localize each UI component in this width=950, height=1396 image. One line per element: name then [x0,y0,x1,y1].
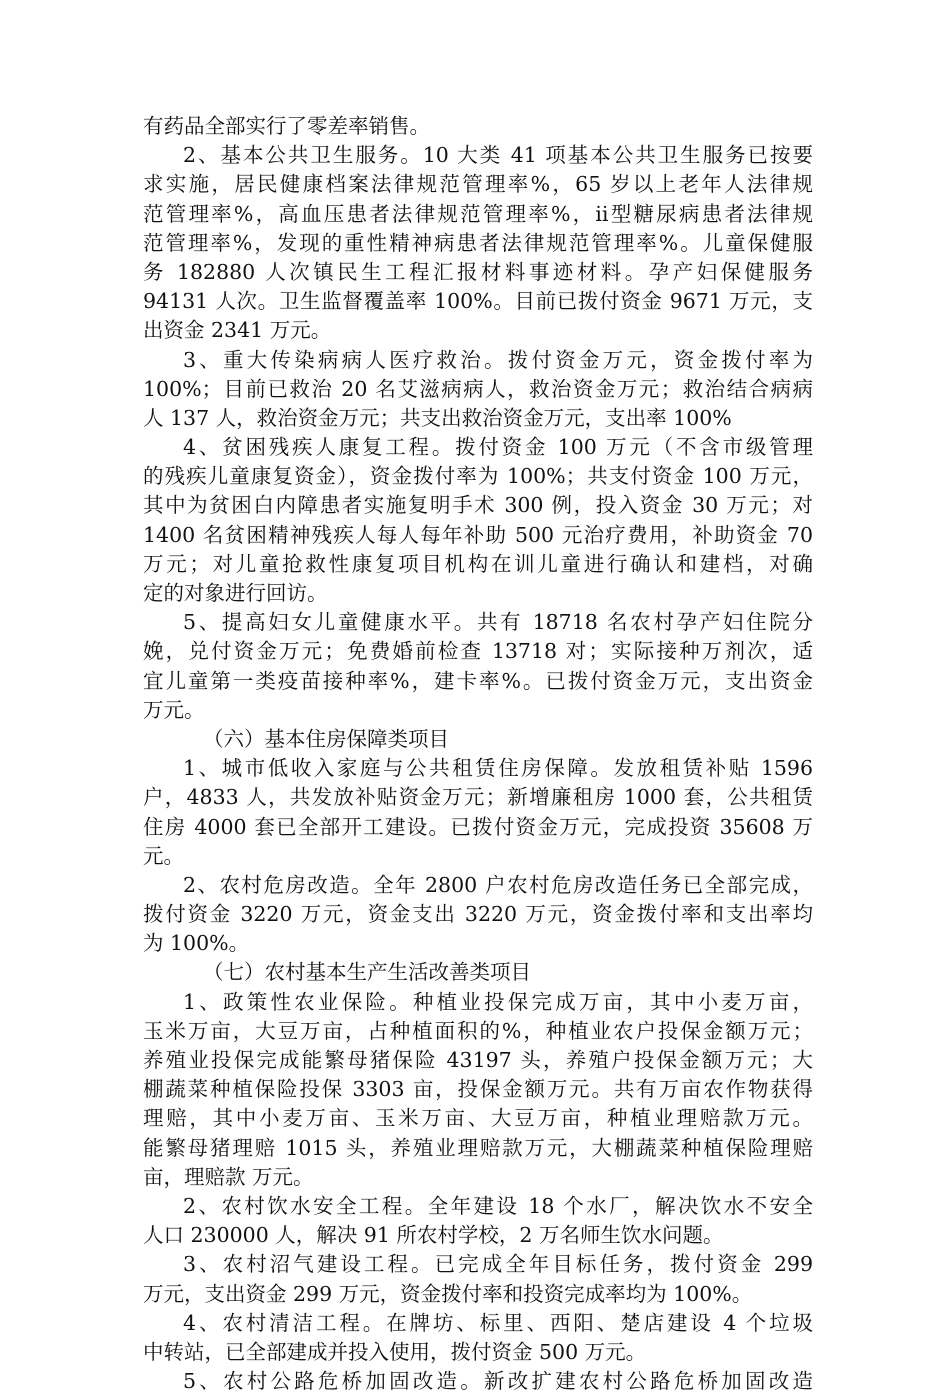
text-line: 万元，支出资金 299 万元，资金拨付率和投资完成率均为 100%。 [143,1281,753,1306]
text-line: 拨付资金 3220 万元，资金支出 3220 万元，资金拨付率和支出率均 [143,902,813,927]
text-line: 务 182880 人次镇民生工程汇报材料事迹材料。孕产妇保健服务 [143,259,813,284]
text-line: 住房 4000 套已全部开工建设。已拨付资金万元，完成投资 35608 万 [143,814,813,839]
text-line: 1、政策性农业保险。种植业投保完成万亩，其中小麦万亩， [183,989,813,1014]
text-line: 其中为贫困白内障患者实施复明手术 300 例，投入资金 30 万元；对 [143,493,813,518]
text-line: 娩，兑付资金万元；免费婚前检查 13718 对；实际接种万剂次，适 [143,639,813,664]
text-line: 5、农村公路危桥加固改造。新改扩建农村公路危桥加固改造 [183,1369,813,1394]
text-line: 4、贫困残疾人康复工程。拨付资金 100 万元（不含市级管理 [183,435,813,460]
text-line: 出资金 2341 万元。 [143,318,332,343]
section-heading: （六）基本住房保障类项目 [203,726,449,751]
text-line: 3、重大传染病病人医疗救治。拨付资金万元，资金拨付率为 [183,347,813,372]
text-line: 4、农村清洁工程。在牌坊、标里、西阳、楚店建设 4 个垃圾 [183,1310,813,1335]
text-line: 玉米万亩，大豆万亩，占种植面积的%，种植业农户投保金额万元； [143,1018,813,1043]
text-line: 范管理率%，高血压患者法律规范管理率%，ⅱ型糖尿病患者法律规 [143,201,813,226]
text-line: 5、提高妇女儿童健康水平。共有 18718 名农村孕产妇住院分 [183,610,813,635]
text-line: 范管理率%，发现的重性精神病患者法律规范管理率%。儿童保健服 [143,230,813,255]
text-line: 求实施，居民健康档案法律规范管理率%，65 岁以上老年人法律规 [143,172,813,197]
text-line: 有药品全部实行了零差率销售。 [143,114,430,138]
text-line: 元。 [143,843,184,868]
text-line: 棚蔬菜种植保险投保 3303 亩，投保金额万元。共有万亩农作物获得 [143,1077,813,1102]
text-line: 2、农村危房改造。全年 2800 户农村危房改造任务已全部完成， [183,872,813,897]
text-line: 养殖业投保完成能繁母猪保险 43197 头，养殖户投保金额万元；大 [143,1048,813,1072]
text-line: 理赔，其中小麦万亩、玉米万亩、大豆万亩，种植业理赔款万元。 [143,1106,813,1131]
text-line: 人 137 人，救治资金万元；共支出救治资金万元，支出率 100% [143,405,732,430]
text-line: 100%；目前已救治 20 名艾滋病病人，救治资金万元；救治结合病病 [143,376,813,401]
text-line: 能繁母猪理赔 1015 头，养殖业理赔款万元，大棚蔬菜种植保险理赔 [143,1135,813,1160]
text-line: 万元；对儿童抢救性康复项目机构在训儿童进行确认和建档，对确 [143,551,813,576]
text-line: 定的对象进行回访。 [143,581,328,605]
text-line: 宜儿童第一类疫苗接种率%，建卡率%。已拨付资金万元，支出资金 [143,668,813,693]
text-line: 94131 人次。卫生监督覆盖率 100%。目前已拨付资金 9671 万元，支 [143,289,813,314]
text-line: 户，4833 人，共发放补贴资金万元；新增廉租房 1000 套，公共租赁 [143,785,813,810]
text-line: 3、农村沼气建设工程。已完成全年目标任务，拨付资金 299 [183,1252,813,1277]
text-line: 人口 230000 人，解决 91 所农村学校，2 万名师生饮水问题。 [143,1223,724,1248]
text-line: 中转站，已全部建成并投入使用，拨付资金 500 万元。 [143,1339,647,1364]
section-heading: （七）农村基本生产生活改善类项目 [203,960,531,985]
text-line: 的残疾儿童康复资金），资金拨付率为 100%；共支付资金 100 万元， [143,464,813,489]
text-line: 亩，理赔款 万元。 [143,1164,314,1189]
text-line: 万元。 [143,697,205,722]
text-line: 2、农村饮水安全工程。全年建设 18 个水厂，解决饮水不安全 [183,1193,813,1218]
text-line: 为 100%。 [143,931,250,956]
text-line: 1400 名贫困精神残疾人每人每年补助 500 元治疗费用，补助资金 70 [143,522,813,547]
document-page [143,112,813,1396]
text-line: 2、基本公共卫生服务。10 大类 41 项基本公共卫生服务已按要 [183,143,813,168]
text-line: 1、城市低收入家庭与公共租赁住房保障。发放租赁补贴 1596 [183,756,813,781]
